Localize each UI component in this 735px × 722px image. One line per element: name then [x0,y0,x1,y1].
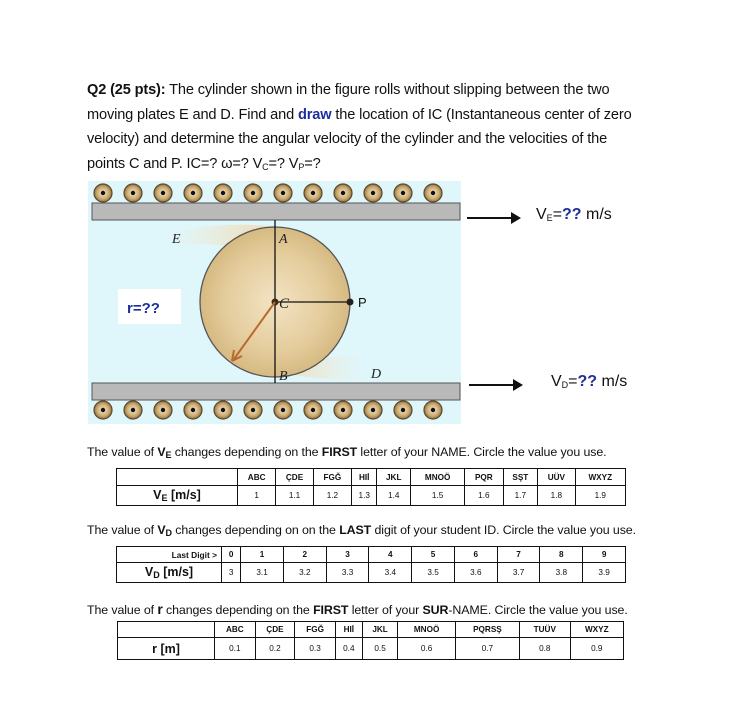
r-table-header-row [118,622,624,638]
vd-value[interactable]: 3.2 [283,563,326,583]
ve-header: ÇDE [276,469,313,486]
ve-value[interactable]: 1.9 [575,486,625,506]
question-line-2: moving plates E and D. Find and draw the location of IC (Instantaneous center of zero [87,106,632,123]
r-value[interactable]: 0.8 [520,638,570,660]
r-instructions: The value of r changes depending on the FIRST letter of your SUR-NAME. Circle the value you use. [87,601,628,617]
ve-table-value-row [117,486,626,506]
vd-value[interactable]: 3.6 [454,563,497,583]
vd-value[interactable]: 3.7 [497,563,540,583]
vd-header: 6 [454,547,497,563]
cylinder-figure [88,181,461,424]
r-header: FGĞ [295,622,336,638]
r-table-corner [118,622,215,638]
ve-value[interactable]: 1.2 [313,486,351,506]
ve-value[interactable]: 1.8 [538,486,575,506]
r-header: ÇDE [255,622,295,638]
vd-arrow [469,384,521,386]
ve-value[interactable]: 1 [238,486,276,506]
ve-table-corner [117,469,238,486]
point-P-dot [347,299,354,306]
vd-header: 8 [540,547,583,563]
ve-label: $V_E=$?? m/s [536,206,612,223]
vd-table-header-row [117,547,626,563]
ve-header: SŞT [503,469,538,486]
vd-value[interactable]: 3.4 [369,563,412,583]
vd-instructions: The value of $V_D$ changes depending on on the LAST digit of your student ID. Circle the value you use. [87,523,636,538]
ve-value[interactable]: 1.1 [276,486,313,506]
vd-header: 1 [241,547,284,563]
ve-header: MNOÖ [411,469,465,486]
ve-table [116,468,626,506]
r-header: MNOÖ [398,622,455,638]
vd-header: 0 [222,547,241,563]
vd-header: 7 [497,547,540,563]
top-plate-E [92,203,460,220]
vd-row-label: $V_D$ [m/s] [117,563,222,583]
r-header: HIİ [335,622,362,638]
ve-arrow [467,217,519,219]
question-line-3: velocity) and determine the angular velocity of the cylinder and the velocities of the [87,131,608,147]
label-D: D [371,367,382,382]
ve-instructions: The value of $V_E$ changes depending on the FIRST letter of your NAME. Circle the value you use. [87,445,607,460]
ve-value[interactable]: 1.4 [377,486,411,506]
r-table-value-row [118,638,624,660]
vd-header: 5 [412,547,455,563]
r-header: PQRSŞ [455,622,519,638]
r-value[interactable]: 0.6 [398,638,455,660]
vd-value[interactable]: 3.3 [326,563,369,583]
label-E: E [172,232,181,247]
question-line-1: Q2 (25 pts): The cylinder shown in the figure rolls without slipping between the two [87,82,610,98]
r-value[interactable]: 0.4 [335,638,362,660]
ve-value[interactable]: 1.5 [411,486,465,506]
vd-value[interactable]: 3.9 [583,563,626,583]
vd-label: $V_D=$?? m/s [551,373,628,390]
r-header: ABC [215,622,256,638]
vd-header: 3 [326,547,369,563]
ve-header: UÜV [538,469,575,486]
r-header: TUÜV [520,622,570,638]
vd-header: 9 [583,547,626,563]
ve-table-header-row [117,469,626,486]
vd-value[interactable]: 3.1 [241,563,284,583]
bottom-plate-D [92,383,460,400]
ve-row-label: $V_E$ [m/s] [117,486,238,506]
ve-header: PQR [465,469,503,486]
question-line-4: points C and P. IC=? ω=? $V_C=$? $V_P=$? [87,155,321,172]
vd-value[interactable]: 3.8 [540,563,583,583]
label-B: B [279,369,288,384]
r-value[interactable]: 0.9 [570,638,623,660]
r-header: WXYZ [570,622,623,638]
r-table [117,621,624,660]
draw-emphasis: draw [298,106,332,123]
r-value[interactable]: 0.2 [255,638,295,660]
ve-header: HIİ [352,469,377,486]
r-value[interactable]: 0.7 [455,638,519,660]
r-value[interactable]: 0.1 [215,638,256,660]
vd-value[interactable]: 3 [222,563,241,583]
vd-value[interactable]: 3.5 [412,563,455,583]
label-P: P [358,295,367,310]
radius-label: r=?? [127,300,160,317]
ve-header: JKL [377,469,411,486]
label-A: A [279,232,288,247]
r-value[interactable]: 0.5 [362,638,398,660]
vd-table-value-row [117,563,626,583]
vd-header: 2 [283,547,326,563]
ve-header: WXYZ [575,469,625,486]
ve-value[interactable]: 1.3 [352,486,377,506]
vd-header: 4 [369,547,412,563]
question-text [87,78,657,179]
ve-value[interactable]: 1.6 [465,486,503,506]
ve-value[interactable]: 1.7 [503,486,538,506]
vd-header-label: Last Digit > [117,547,222,563]
r-value[interactable]: 0.3 [295,638,336,660]
ve-header: ABC [238,469,276,486]
r-row-label: r [m] [118,638,215,660]
vd-table [116,546,626,583]
label-C: C [279,296,290,312]
question-label: Q2 (25 pts): [87,82,166,98]
ve-header: FGĞ [313,469,351,486]
r-header: JKL [362,622,398,638]
